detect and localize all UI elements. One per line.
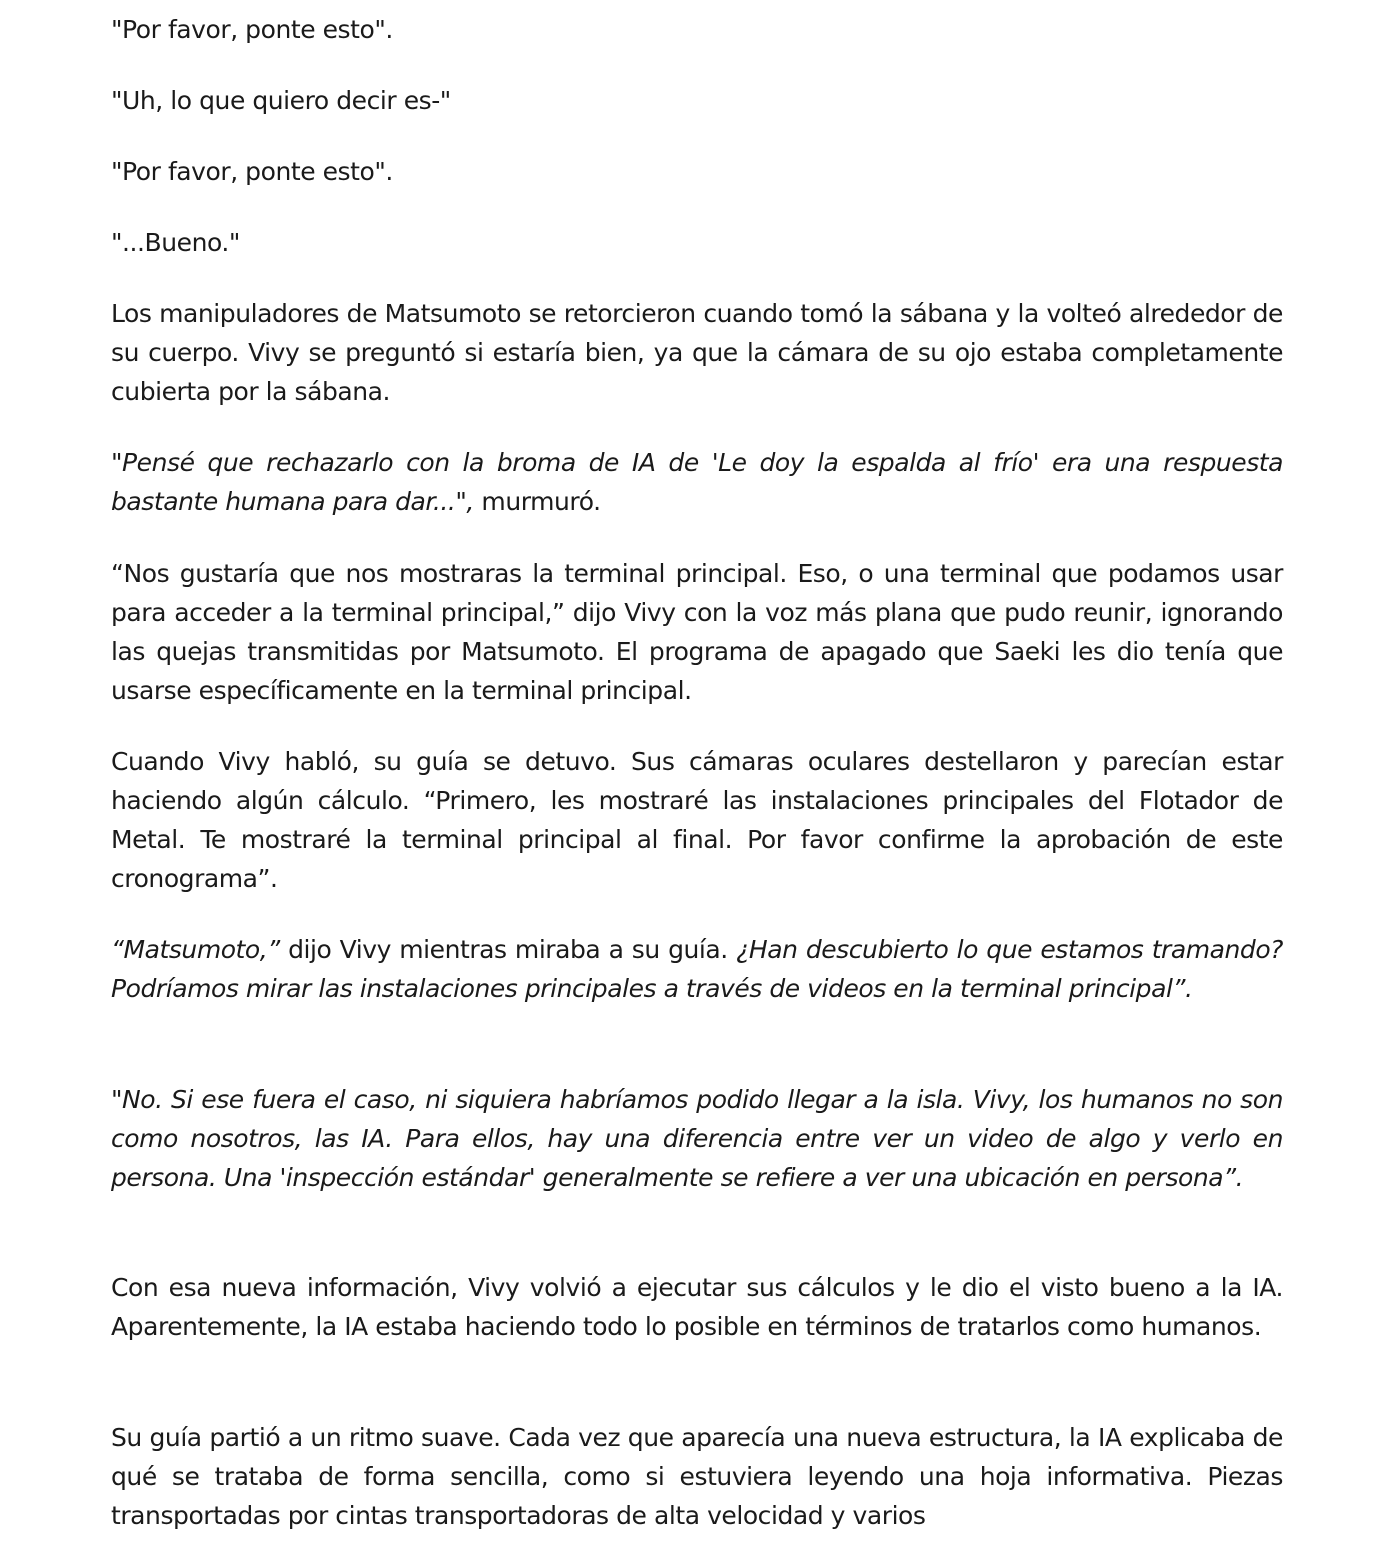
paragraph-text: "Uh, lo que quiero decir es-" [111, 86, 451, 115]
paragraph-text: Con esa nueva información, Vivy volvió a ejecutar sus cálculos y le dio el visto bueno a la IA. Aparentemente, la IA estaba haciendo todo lo posible en términos de tratarlos como humanos. [111, 1273, 1283, 1341]
paragraph [111, 554, 1283, 710]
paragraph-text: Su guía partió a un ritmo suave. Cada vez que aparecía una nueva estructura, la IA explicaba de qué se trataba de forma sencilla, como si estuviera leyendo una hoja informativa. Piezas transportadas por cintas transportadoras de alta velocidad y varios [111, 1423, 1283, 1530]
paragraph [111, 742, 1283, 898]
paragraph-text: Cuando Vivy habló, su guía se detuvo. Sus cámaras oculares destellaron y parecían estar haciendo algún cálculo. “Primero, les mostraré las instalaciones principales del Flotador de Metal. Te mostraré la terminal principal al final. Por favor confirme la aprobación de este cronograma”. [111, 747, 1283, 893]
paragraph-text-italic: ¿Han descubierto lo que estamos tramando? Podríamos mirar las instalaciones principales a través de videos en la terminal principal”. [111, 935, 1284, 1003]
paragraph-text-italic: “Matsumoto,” [111, 935, 280, 964]
paragraph [111, 1268, 1283, 1346]
paragraph-text-italic: "No. Si ese fuera el caso, ni siquiera habríamos podido llegar a la isla. Vivy, los humanos no son como nosotros, las IA. Para ellos, hay una diferencia entre ver un video de algo y verlo en persona. Una 'inspección estándar' generalmente se refiere a ver una ubicación en persona”. [111, 1085, 1283, 1192]
paragraph [111, 10, 1283, 49]
paragraph-text: "...Bueno." [111, 228, 240, 257]
paragraph-text: Los manipuladores de Matsumoto se retorcieron cuando tomó la sábana y la volteó alrededor de su cuerpo. Vivy se preguntó si estaría bien, ya que la cámara de su ojo estaba completamente cubierta por la sábana. [111, 299, 1283, 406]
paragraph-text-italic: "Pensé que rechazarlo con la broma de IA de 'Le doy la espalda al frío' era una respuesta bastante humana para dar...", [111, 448, 1283, 516]
paragraph [111, 443, 1283, 521]
paragraph [111, 223, 1283, 262]
paragraph-text: dijo Vivy mientras miraba a su guía. [279, 935, 737, 964]
paragraph [111, 152, 1283, 191]
paragraph [111, 930, 1283, 1008]
paragraph [111, 81, 1283, 120]
paragraph-text: "Por favor, ponte esto". [111, 15, 393, 44]
paragraph-text: "Por favor, ponte esto". [111, 157, 393, 186]
paragraph [111, 1080, 1283, 1197]
paragraph-text: “Nos gustaría que nos mostraras la terminal principal. Eso, o una terminal que podamos usar para acceder a la terminal principal,” dijo Vivy con la voz más plana que pudo reunir, ignorando las quejas transmitidas por Matsumoto. El programa de apagado que Saeki les dio tenía que usarse específicamente en la terminal principal. [111, 559, 1283, 705]
paragraph [111, 1418, 1283, 1535]
paragraph [111, 294, 1283, 411]
paragraph-text: murmuró. [473, 487, 601, 516]
